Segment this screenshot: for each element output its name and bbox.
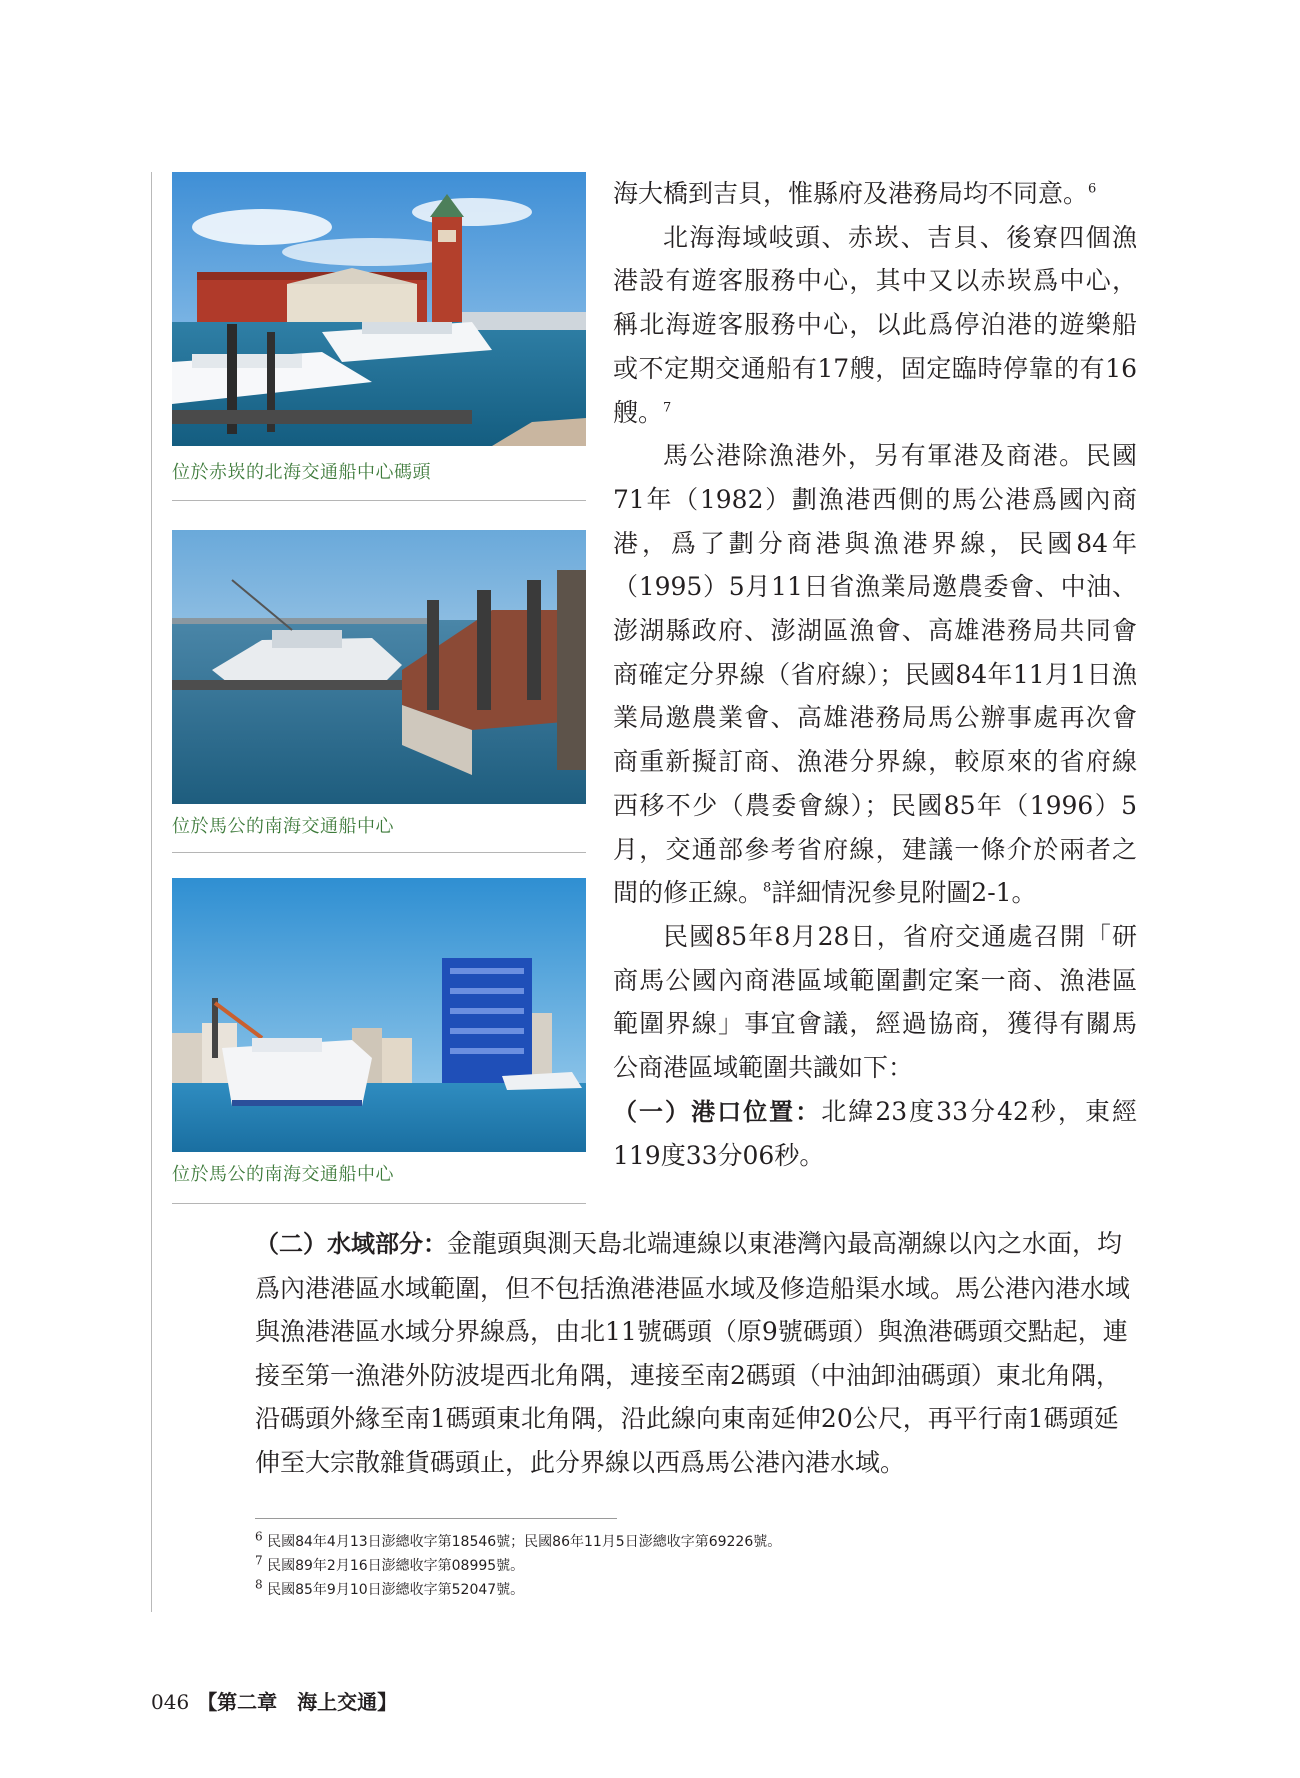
paragraph: 北海海域岐頭、赤崁、吉貝、後寮四個漁港設有遊客服務中心，其中又以赤崁爲中心，稱北海遊客服務中心，以此爲停泊港的遊樂船或不定期交通船有17艘，固定臨時停靠的有16艘。$^7$ (613, 222, 1137, 427)
chapter-title: 【第二章 海上交通】 (197, 1690, 398, 1714)
page-number: 046 (151, 1690, 190, 1714)
photo-magong-pier-image (172, 530, 586, 804)
paragraph: （二）水域部分：金龍頭與測天島北端連線以東港灣內最高潮線以內之水面，均爲內港港區水域範圍，但不包括漁港港區水域及修造船渠水域。馬公港內港水域與漁港港區水域分界線爲，由北11號碼頭（原9號碼頭）與漁港碼頭交點起，連接至第一漁港外防波堤西北角隅，連接至南2碼頭（中油卸油碼頭）東北角隅，沿碼頭外緣至南1碼頭東北角隅，沿此線向東南延伸20公尺，再平行南1碼頭延伸至大宗散雜貨碼頭止，此分界線以西爲馬公港內港水域。 (255, 1229, 1131, 1477)
page-folio (151, 1686, 397, 1715)
caption-rule (172, 500, 586, 501)
footnote: $^7$ 民國89年2月16日澎總收字第08995號。 (255, 1553, 525, 1574)
body-wide (255, 1222, 1135, 1484)
item-label: （一）港口位置： (613, 1097, 822, 1126)
footnote: $^8$ 民國85年9月10日澎總收字第52047號。 (255, 1577, 525, 1598)
photo-magong-pier (172, 530, 586, 804)
footnote-rule (255, 1518, 617, 1519)
body-column (613, 172, 1137, 1178)
margin-rule (151, 172, 152, 1612)
photo-caption: 位於馬公的南海交通船中心 (172, 816, 394, 837)
photo-caption: 位於赤崁的北海交通船中心碼頭 (172, 462, 431, 483)
photo-magong-harbor (172, 878, 586, 1152)
item-label: （二）水域部分： (255, 1230, 447, 1258)
photo-chikan-image (172, 172, 586, 446)
paragraph: 馬公港除漁港外，另有軍港及商港。民國71年（1982）劃漁港西側的馬公港爲國內商港，爲了劃分商港與漁港界線，民國84年（1995）5月11日省漁業局邀農委會、中油、澎湖縣政府、澎湖區漁會、高雄港務局共同會商確定分界線（省府線）；民國84年11月1日漁業局邀農業會、高雄港務局馬公辦事處再次會商重新擬訂商、漁港分界線，較原來的省府線西移不少（農委會線）；民國85年（1996）5月，交通部參考省府線，建議一條介於兩者之間的修正線。$^8$詳細情況參見附圖2-1。 (613, 441, 1137, 908)
photo-chikan-ferry-center (172, 172, 586, 446)
footnote-ref: 8 (763, 880, 772, 896)
photo-caption: 位於馬公的南海交通船中心 (172, 1164, 394, 1185)
photo-magong-harbor-image (172, 878, 586, 1152)
paragraph: （一）港口位置：北緯23度33分42秒，東經119度33分06秒。 (613, 1096, 1137, 1171)
footnotes (255, 1530, 1115, 1602)
caption-rule (172, 1203, 586, 1204)
footnote: $^6$ 民國84年4月13日澎總收字第18546號；民國86年11月5日澎總收字第69226號。 (255, 1529, 782, 1550)
footnote-ref: 6 (1088, 181, 1097, 197)
paragraph: 海大橋到吉貝，惟縣府及港務局均不同意。$^6$ (613, 179, 1097, 208)
footnote-ref: 7 (663, 400, 672, 416)
caption-rule (172, 852, 586, 853)
paragraph: 民國85年8月28日，省府交通處召開「研商馬公國內商港區域範圍劃定案一商、漁港區範圍界線」事宜會議，經過協商，獲得有關馬公商港區域範圍共識如下： (613, 921, 1137, 1083)
